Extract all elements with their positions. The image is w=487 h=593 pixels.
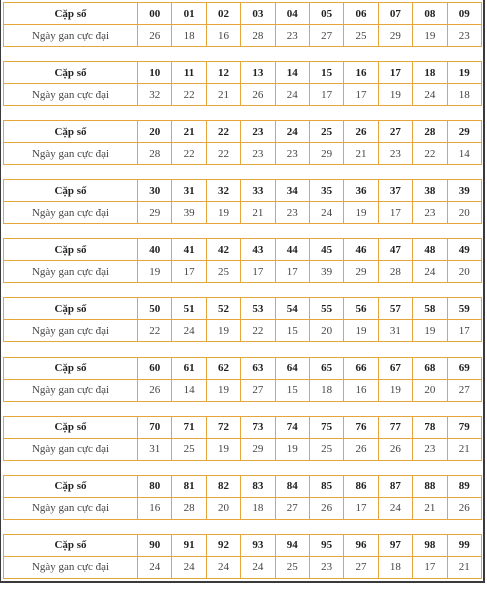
pair-number-cell: 46 [344,239,378,261]
max-gan-value-cell: 15 [275,320,309,342]
gan-table [3,61,482,106]
max-gan-value-cell: 28 [138,143,172,165]
pair-header-row [4,121,482,143]
max-gan-value-cell: 22 [172,143,206,165]
max-gan-value-cell: 20 [447,202,481,224]
pair-number-cell: 50 [138,298,172,320]
pair-number-cell: 60 [138,357,172,379]
max-gan-row [4,202,482,224]
max-gan-value-cell: 21 [413,497,447,519]
pair-number-cell: 29 [447,121,481,143]
max-gan-row [4,320,482,342]
pair-number-cell: 40 [138,239,172,261]
pair-number-cell: 48 [413,239,447,261]
max-gan-value-cell: 24 [138,556,172,578]
max-gan-value-cell: 28 [241,25,275,47]
max-gan-value-cell: 23 [309,556,343,578]
pair-number-cell: 11 [172,62,206,84]
max-gan-value-cell: 21 [241,202,275,224]
pair-row-label: Cặp số [4,62,138,84]
max-gan-row-label: Ngày gan cực đại [4,497,138,519]
max-gan-value-cell: 20 [413,379,447,401]
pair-number-cell: 67 [378,357,412,379]
pair-number-cell: 41 [172,239,206,261]
pair-number-cell: 02 [206,3,240,25]
pair-row-label: Cặp số [4,357,138,379]
pair-row-label: Cặp số [4,121,138,143]
max-gan-value-cell: 23 [275,143,309,165]
max-gan-value-cell: 29 [241,438,275,460]
pair-number-cell: 28 [413,121,447,143]
max-gan-value-cell: 25 [275,556,309,578]
pair-row-label: Cặp số [4,534,138,556]
pair-number-cell: 99 [447,534,481,556]
max-gan-value-cell: 27 [447,379,481,401]
pair-row-label: Cặp số [4,416,138,438]
max-gan-value-cell: 16 [206,25,240,47]
max-gan-value-cell: 20 [447,261,481,283]
pair-number-cell: 73 [241,416,275,438]
gan-block [3,2,482,48]
pair-number-cell: 43 [241,239,275,261]
max-gan-value-cell: 22 [138,320,172,342]
pair-number-cell: 52 [206,298,240,320]
pair-number-cell: 27 [378,121,412,143]
max-gan-value-cell: 17 [344,497,378,519]
max-gan-value-cell: 24 [309,202,343,224]
pair-header-row [4,3,482,25]
pair-number-cell: 62 [206,357,240,379]
max-gan-row [4,84,482,106]
max-gan-value-cell: 19 [344,202,378,224]
pair-number-cell: 87 [378,475,412,497]
max-gan-row-label: Ngày gan cực đại [4,379,138,401]
pair-number-cell: 17 [378,62,412,84]
max-gan-value-cell: 23 [413,202,447,224]
pair-number-cell: 69 [447,357,481,379]
pair-number-cell: 84 [275,475,309,497]
max-gan-value-cell: 19 [206,379,240,401]
gan-block [3,179,482,225]
max-gan-value-cell: 22 [241,320,275,342]
max-gan-value-cell: 23 [275,25,309,47]
max-gan-value-cell: 23 [241,143,275,165]
pair-number-cell: 90 [138,534,172,556]
pair-number-cell: 44 [275,239,309,261]
pair-number-cell: 78 [413,416,447,438]
max-gan-value-cell: 17 [378,202,412,224]
pair-number-cell: 01 [172,3,206,25]
max-gan-value-cell: 17 [241,261,275,283]
pair-number-cell: 95 [309,534,343,556]
pair-header-row [4,239,482,261]
pair-number-cell: 94 [275,534,309,556]
max-gan-value-cell: 27 [241,379,275,401]
max-gan-value-cell: 18 [378,556,412,578]
max-gan-value-cell: 19 [206,202,240,224]
max-gan-value-cell: 19 [138,261,172,283]
pair-header-row [4,475,482,497]
pair-number-cell: 25 [309,121,343,143]
max-gan-value-cell: 24 [275,84,309,106]
max-gan-value-cell: 31 [378,320,412,342]
pair-number-cell: 31 [172,180,206,202]
pair-number-cell: 89 [447,475,481,497]
max-gan-value-cell: 24 [378,497,412,519]
pair-number-cell: 54 [275,298,309,320]
max-gan-value-cell: 20 [309,320,343,342]
gan-table [3,475,482,520]
max-gan-value-cell: 27 [344,556,378,578]
max-gan-value-cell: 24 [241,556,275,578]
gan-table [3,2,482,47]
gan-block [3,357,482,403]
pair-number-cell: 76 [344,416,378,438]
max-gan-value-cell: 29 [309,143,343,165]
pair-number-cell: 08 [413,3,447,25]
max-gan-value-cell: 17 [447,320,481,342]
max-gan-row-label: Ngày gan cực đại [4,84,138,106]
max-gan-value-cell: 24 [172,320,206,342]
pair-number-cell: 63 [241,357,275,379]
pair-number-cell: 36 [344,180,378,202]
max-gan-value-cell: 18 [447,84,481,106]
pair-number-cell: 55 [309,298,343,320]
max-gan-value-cell: 18 [172,25,206,47]
pair-number-cell: 61 [172,357,206,379]
pair-number-cell: 45 [309,239,343,261]
pair-number-cell: 39 [447,180,481,202]
max-gan-row [4,25,482,47]
max-gan-value-cell: 25 [206,261,240,283]
pair-number-cell: 09 [447,3,481,25]
pair-number-cell: 19 [447,62,481,84]
pair-number-cell: 58 [413,298,447,320]
pair-number-cell: 47 [378,239,412,261]
gan-table [3,179,482,224]
pair-header-row [4,357,482,379]
pair-number-cell: 85 [309,475,343,497]
max-gan-value-cell: 23 [275,202,309,224]
gan-block [3,120,482,166]
gan-table [3,534,482,579]
pair-number-cell: 57 [378,298,412,320]
gan-tables [3,2,482,593]
max-gan-row [4,497,482,519]
pair-number-cell: 23 [241,121,275,143]
pair-row-label: Cặp số [4,3,138,25]
max-gan-value-cell: 25 [344,25,378,47]
pair-number-cell: 82 [206,475,240,497]
pair-number-cell: 34 [275,180,309,202]
pair-number-cell: 86 [344,475,378,497]
pair-number-cell: 05 [309,3,343,25]
pair-number-cell: 06 [344,3,378,25]
max-gan-value-cell: 21 [206,84,240,106]
max-gan-row-label: Ngày gan cực đại [4,438,138,460]
max-gan-value-cell: 39 [309,261,343,283]
gan-block [3,534,482,580]
gan-table [3,416,482,461]
max-gan-row-label: Ngày gan cực đại [4,143,138,165]
max-gan-value-cell: 39 [172,202,206,224]
max-gan-value-cell: 26 [241,84,275,106]
pair-number-cell: 59 [447,298,481,320]
max-gan-row [4,556,482,578]
max-gan-value-cell: 26 [138,25,172,47]
pair-number-cell: 53 [241,298,275,320]
pair-number-cell: 98 [413,534,447,556]
pair-number-cell: 07 [378,3,412,25]
pair-number-cell: 71 [172,416,206,438]
pair-number-cell: 38 [413,180,447,202]
max-gan-value-cell: 16 [138,497,172,519]
max-gan-row [4,143,482,165]
max-gan-value-cell: 24 [413,84,447,106]
max-gan-value-cell: 19 [413,320,447,342]
pair-number-cell: 79 [447,416,481,438]
pair-number-cell: 37 [378,180,412,202]
pair-row-label: Cặp số [4,239,138,261]
pair-number-cell: 33 [241,180,275,202]
max-gan-value-cell: 32 [138,84,172,106]
pair-header-row [4,534,482,556]
pair-number-cell: 72 [206,416,240,438]
pair-number-cell: 93 [241,534,275,556]
max-gan-value-cell: 19 [378,84,412,106]
pair-number-cell: 80 [138,475,172,497]
max-gan-value-cell: 28 [378,261,412,283]
max-gan-value-cell: 19 [344,320,378,342]
gan-block [3,416,482,462]
pair-number-cell: 66 [344,357,378,379]
pair-number-cell: 83 [241,475,275,497]
pair-number-cell: 15 [309,62,343,84]
pair-number-cell: 77 [378,416,412,438]
max-gan-value-cell: 19 [206,320,240,342]
max-gan-row-label: Ngày gan cực đại [4,556,138,578]
max-gan-value-cell: 23 [447,25,481,47]
max-gan-value-cell: 14 [172,379,206,401]
max-gan-value-cell: 23 [413,438,447,460]
pair-number-cell: 32 [206,180,240,202]
gan-block [3,61,482,107]
pair-number-cell: 91 [172,534,206,556]
gan-table [3,357,482,402]
pair-header-row [4,62,482,84]
max-gan-row-label: Ngày gan cực đại [4,202,138,224]
max-gan-value-cell: 21 [344,143,378,165]
max-gan-value-cell: 25 [172,438,206,460]
max-gan-value-cell: 16 [344,379,378,401]
pair-number-cell: 18 [413,62,447,84]
pair-number-cell: 24 [275,121,309,143]
max-gan-row [4,438,482,460]
max-gan-value-cell: 26 [309,497,343,519]
max-gan-value-cell: 18 [309,379,343,401]
pair-number-cell: 75 [309,416,343,438]
max-gan-value-cell: 17 [275,261,309,283]
pair-number-cell: 81 [172,475,206,497]
max-gan-value-cell: 22 [413,143,447,165]
max-gan-value-cell: 31 [138,438,172,460]
pair-number-cell: 70 [138,416,172,438]
max-gan-row [4,379,482,401]
pair-number-cell: 88 [413,475,447,497]
pair-row-label: Cặp số [4,475,138,497]
pair-number-cell: 74 [275,416,309,438]
max-gan-value-cell: 26 [138,379,172,401]
pair-number-cell: 20 [138,121,172,143]
max-gan-value-cell: 21 [447,438,481,460]
max-gan-value-cell: 22 [206,143,240,165]
max-gan-value-cell: 26 [344,438,378,460]
max-gan-row-label: Ngày gan cực đại [4,25,138,47]
pair-number-cell: 04 [275,3,309,25]
max-gan-value-cell: 17 [413,556,447,578]
max-gan-value-cell: 18 [241,497,275,519]
gan-block [3,238,482,284]
max-gan-value-cell: 24 [413,261,447,283]
pair-number-cell: 96 [344,534,378,556]
max-gan-value-cell: 19 [378,379,412,401]
pair-number-cell: 35 [309,180,343,202]
gan-table [3,120,482,165]
pair-number-cell: 16 [344,62,378,84]
gan-block [3,297,482,343]
max-gan-value-cell: 19 [413,25,447,47]
pair-header-row [4,416,482,438]
pair-number-cell: 92 [206,534,240,556]
max-gan-value-cell: 25 [309,438,343,460]
pair-header-row [4,180,482,202]
pair-number-cell: 12 [206,62,240,84]
pair-number-cell: 03 [241,3,275,25]
pair-number-cell: 26 [344,121,378,143]
pair-number-cell: 22 [206,121,240,143]
max-gan-value-cell: 14 [447,143,481,165]
max-gan-value-cell: 26 [378,438,412,460]
pair-number-cell: 13 [241,62,275,84]
pair-number-cell: 64 [275,357,309,379]
max-gan-row-label: Ngày gan cực đại [4,261,138,283]
max-gan-value-cell: 19 [275,438,309,460]
pair-header-row [4,298,482,320]
max-gan-value-cell: 23 [378,143,412,165]
max-gan-value-cell: 17 [309,84,343,106]
pair-number-cell: 56 [344,298,378,320]
max-gan-value-cell: 29 [378,25,412,47]
max-gan-value-cell: 27 [275,497,309,519]
max-gan-value-cell: 21 [447,556,481,578]
pair-number-cell: 00 [138,3,172,25]
pair-number-cell: 49 [447,239,481,261]
pair-number-cell: 21 [172,121,206,143]
pair-number-cell: 65 [309,357,343,379]
max-gan-value-cell: 27 [309,25,343,47]
max-gan-value-cell: 15 [275,379,309,401]
pair-number-cell: 14 [275,62,309,84]
max-gan-value-cell: 17 [344,84,378,106]
pair-number-cell: 10 [138,62,172,84]
gan-table [3,297,482,342]
max-gan-row-label: Ngày gan cực đại [4,320,138,342]
max-gan-value-cell: 19 [206,438,240,460]
pair-number-cell: 97 [378,534,412,556]
max-gan-value-cell: 29 [138,202,172,224]
max-gan-value-cell: 29 [344,261,378,283]
max-gan-value-cell: 20 [206,497,240,519]
gan-table [3,238,482,283]
pair-number-cell: 51 [172,298,206,320]
gan-block [3,475,482,521]
max-gan-value-cell: 24 [206,556,240,578]
pair-number-cell: 42 [206,239,240,261]
max-gan-value-cell: 24 [172,556,206,578]
max-gan-value-cell: 26 [447,497,481,519]
max-gan-row [4,261,482,283]
pair-row-label: Cặp số [4,298,138,320]
pair-row-label: Cặp số [4,180,138,202]
max-gan-value-cell: 17 [172,261,206,283]
max-gan-value-cell: 22 [172,84,206,106]
pair-number-cell: 68 [413,357,447,379]
pair-number-cell: 30 [138,180,172,202]
max-gan-value-cell: 28 [172,497,206,519]
